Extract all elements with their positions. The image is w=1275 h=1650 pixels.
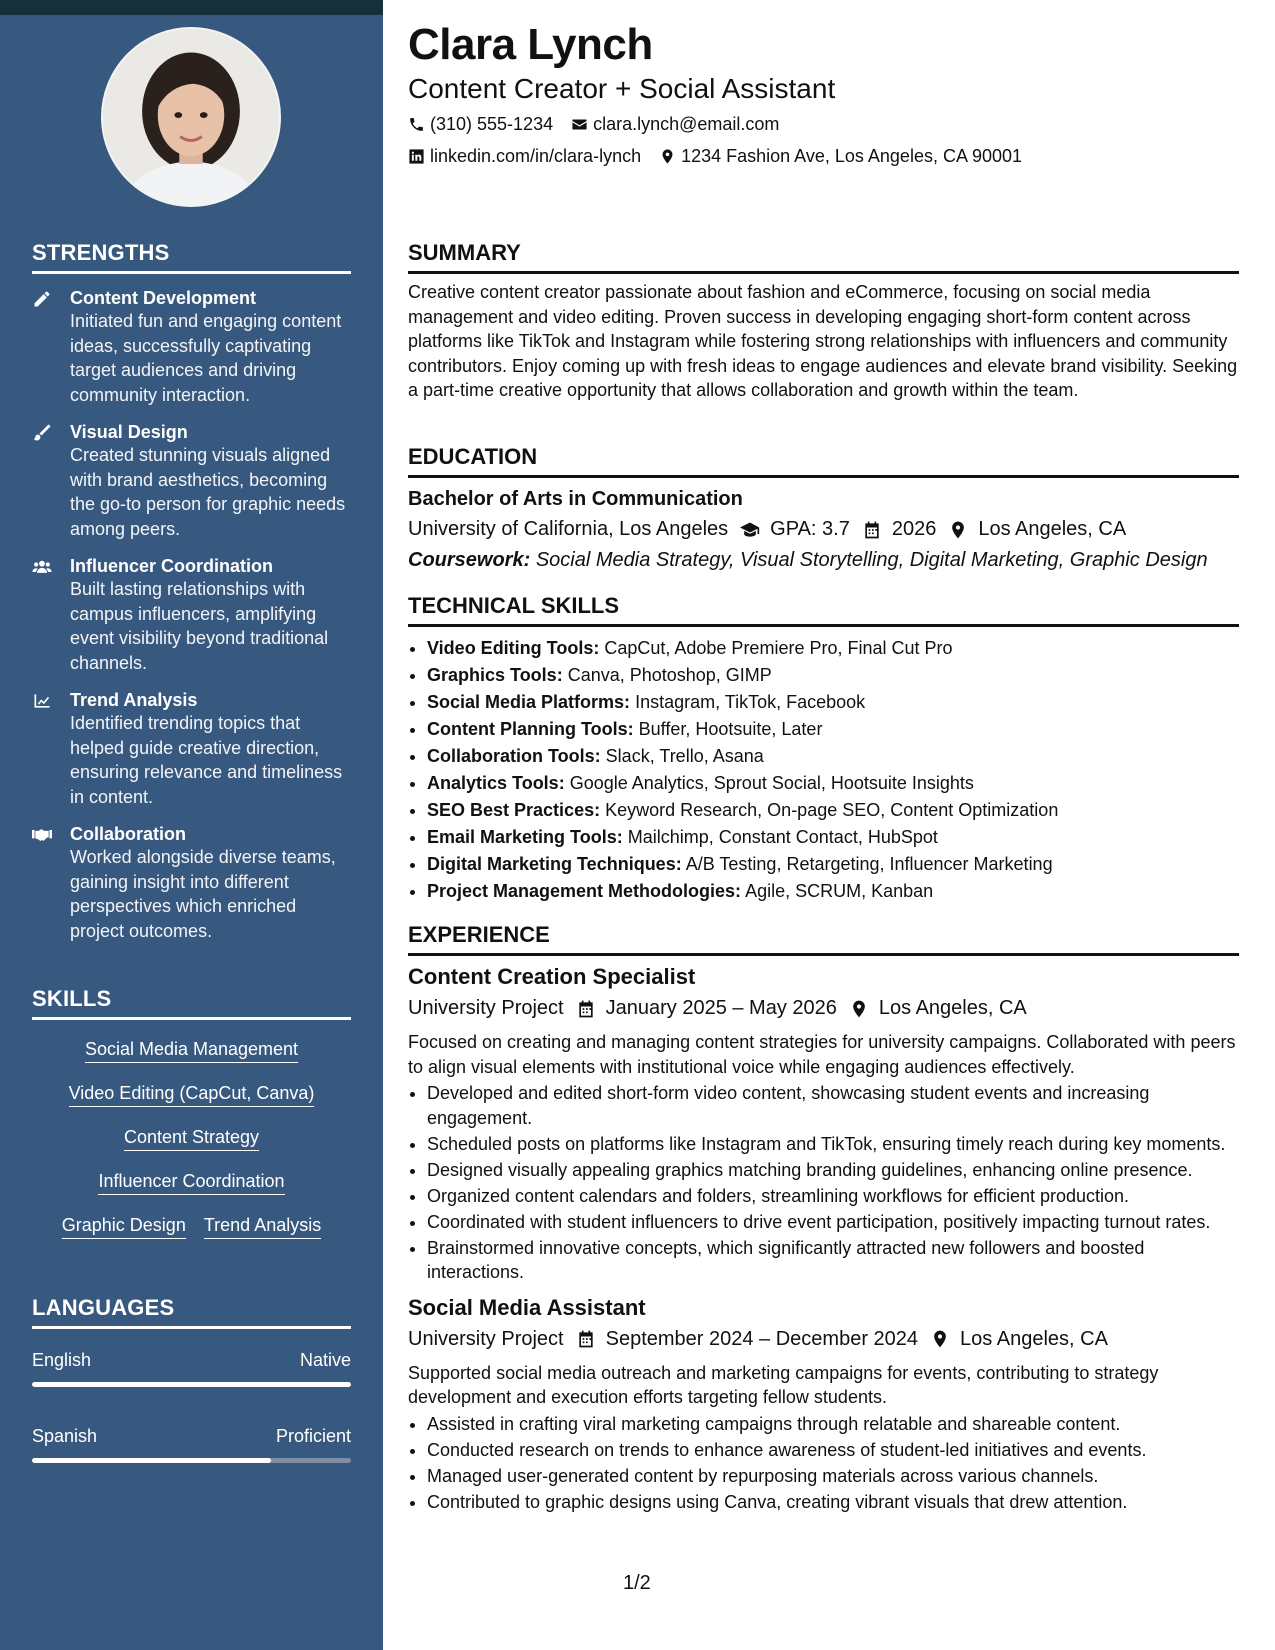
map-pin-icon	[948, 520, 968, 540]
list-item: • Brainstormed innovative concepts, which significantly attracted new followers and boosted interactions.	[427, 1236, 1239, 1285]
list-item: • Developed and edited short-form video content, showcasing student events and increasing engagement.	[427, 1081, 1239, 1130]
skill-tag: Social Media Management	[85, 1037, 298, 1063]
list-item: • Managed user-generated content by repurposing materials across various channels.	[427, 1464, 1239, 1489]
strength-desc: Created stunning visuals aligned with brand aesthetics, becoming the go-to person for graphic needs among peers.	[70, 445, 346, 539]
strengths-section	[32, 240, 351, 943]
portrait-photo	[103, 29, 279, 205]
strength-desc: Initiated fun and engaging content ideas, successfully captivating target audiences and driving community interaction.	[70, 311, 342, 405]
list-item: • Collaboration Tools: Slack, Trello, Asana	[427, 743, 1239, 770]
technical-skills-list	[408, 635, 1239, 905]
job-dates: January 2025 – May 2026	[605, 997, 837, 1019]
education-heading: EDUCATION	[408, 444, 1239, 478]
coursework-text: Social Media Strategy, Visual Storytelling, Digital Marketing, Graphic Design	[535, 549, 1208, 571]
linkedin-icon	[408, 148, 425, 165]
language-name: Spanish	[32, 1426, 98, 1446]
list-item: • Project Management Methodologies: Agile, SCRUM, Kanban	[427, 878, 1239, 905]
languages-heading: LANGUAGES	[32, 1295, 351, 1329]
strength-item	[32, 823, 351, 943]
coursework-line	[408, 549, 1239, 572]
list-item: • Content Planning Tools: Buffer, Hootsuite, Later	[427, 716, 1239, 743]
contact-row	[408, 114, 797, 135]
sidebar-top-bar	[0, 0, 383, 15]
job-summary: Supported social media outreach and marketing campaigns for events, contributing to strategy development and execution efforts targeting fellow students.	[408, 1362, 1159, 1407]
skill-tag: Video Editing (CapCut, Canva)	[69, 1081, 315, 1107]
summary-section	[408, 240, 1239, 403]
list-item: • Assisted in crafting viral marketing campaigns through relatable and shareable content.	[427, 1412, 1239, 1437]
strength-title: Visual Design	[70, 422, 188, 442]
skill-tag: Content Strategy	[124, 1125, 259, 1151]
skills-heading: SKILLS	[32, 986, 351, 1020]
language-level: Proficient	[275, 1426, 351, 1446]
language-bar-fill	[32, 1382, 351, 1387]
chart-line-icon	[32, 689, 70, 809]
list-item: • SEO Best Practices: Keyword Research, On-page SEO, Content Optimization	[427, 797, 1239, 824]
language-item	[32, 1349, 351, 1387]
skill-tag: Trend Analysis	[204, 1213, 321, 1239]
list-item: • Analytics Tools: Google Analytics, Sprout Social, Hootsuite Insights	[427, 770, 1239, 797]
list-item: • Digital Marketing Techniques: A/B Testing, Retargeting, Influencer Marketing	[427, 851, 1239, 878]
education-location: Los Angeles, CA	[978, 518, 1127, 540]
handshake-icon	[32, 823, 70, 943]
map-pin-icon	[930, 1329, 950, 1349]
language-bar-fill	[32, 1458, 271, 1463]
map-pin-icon	[849, 999, 869, 1019]
coursework-label: Coursework:	[408, 549, 531, 571]
experience-heading: EXPERIENCE	[408, 922, 1239, 956]
strength-desc: Worked alongside diverse teams, gaining insight into different perspectives which enriched project outcomes.	[70, 847, 336, 941]
job-location: Los Angeles, CA	[960, 1327, 1108, 1350]
job-meta	[408, 997, 1239, 1020]
list-item: • Contributed to graphic designs using Canva, creating vibrant visuals that drew attention.	[427, 1490, 1239, 1515]
job-org: University Project	[408, 997, 564, 1019]
strength-title: Influencer Coordination	[70, 556, 274, 576]
sidebar	[0, 0, 383, 1650]
strength-item	[32, 421, 351, 541]
job-summary: Focused on creating and managing content strategies for university campaigns. Collaborated with peers to align visual elements with institutional voice while engaging audiences effectively.	[408, 1032, 1236, 1077]
technical-skills-heading: TECHNICAL SKILLS	[408, 593, 1239, 627]
candidate-name: Clara Lynch	[408, 20, 653, 69]
calendar-icon	[576, 999, 596, 1019]
candidate-role: Content Creator + Social Assistant	[408, 73, 836, 104]
gpa-text: GPA: 3.7	[770, 518, 850, 540]
list-item: • Graphics Tools: Canva, Photoshop, GIMP	[427, 662, 1239, 689]
list-item: • Coordinated with student influencers to drive event participation, positively impacting turnout rates.	[427, 1210, 1239, 1235]
graduation-year: 2026	[891, 518, 937, 540]
list-item: • Social Media Platforms: Instagram, TikTok, Facebook	[427, 689, 1239, 716]
list-item: • Organized content calendars and folders, streamlining workflows for efficient production.	[427, 1184, 1239, 1209]
strength-item	[32, 555, 351, 675]
strength-title: Trend Analysis	[70, 690, 198, 710]
job-bullets	[408, 1412, 1239, 1515]
calendar-icon	[862, 520, 882, 540]
language-item	[32, 1425, 351, 1463]
graduation-cap-icon	[740, 520, 760, 540]
address-text: 1234 Fashion Ave, Los Angeles, CA 90001	[681, 146, 1023, 166]
list-item: • Email Marketing Tools: Mailchimp, Constant Contact, HubSpot	[427, 824, 1239, 851]
summary-heading: SUMMARY	[408, 240, 1239, 274]
job-location: Los Angeles, CA	[878, 997, 1027, 1019]
linkedin-link[interactable]: linkedin.com/in/clara-lynch	[430, 146, 642, 166]
strength-title: Content Development	[70, 288, 257, 308]
experience-section	[408, 922, 1239, 1516]
strength-desc: Built lasting relationships with campus influencers, amplifying event visibility beyond traditional channels.	[70, 579, 329, 673]
list-item: • Scheduled posts on platforms like Instagram and TikTok, ensuring timely reach during key moments.	[427, 1132, 1239, 1157]
summary-text: Creative content creator passionate about fashion and eCommerce, focusing on social media management and video editing. Proven success in developing engaging short-form content across platforms like TikTok and Instagram while fostering strong relationships with influencers and community contributors. Enjoy coming up with fresh ideas to engage audiences and elevate brand visibility. Seeking a part-time creative opportunity that allows collaboration and growth within the team.	[408, 282, 1238, 400]
phone-icon	[408, 116, 425, 133]
job-dates: September 2024 – December 2024	[605, 1327, 919, 1350]
calendar-icon	[576, 1329, 596, 1349]
email-link[interactable]: clara.lynch@email.com	[593, 114, 780, 134]
pencil-icon	[32, 287, 70, 407]
envelope-icon	[571, 116, 588, 133]
list-item: • Designed visually appealing graphics matching branding guidelines, enhancing online presence.	[427, 1158, 1239, 1183]
strength-item	[32, 689, 351, 809]
strength-item	[32, 287, 351, 407]
avatar	[101, 27, 281, 207]
users-icon	[32, 555, 70, 675]
skills-section	[32, 986, 351, 1257]
contact-row	[408, 146, 1040, 167]
degree-title: Bachelor of Arts in Communication	[408, 488, 743, 510]
job-title: Content Creation Specialist	[408, 964, 696, 989]
map-pin-icon	[659, 148, 676, 165]
technical-skills-section	[408, 593, 1239, 905]
job-title: Social Media Assistant	[408, 1294, 646, 1320]
list-item: • Conducted research on trends to enhance awareness of student-led initiatives and events.	[427, 1438, 1239, 1463]
skill-tag: Influencer Coordination	[98, 1169, 284, 1195]
education-meta	[408, 518, 1239, 541]
phone-text[interactable]: (310) 555-1234	[430, 114, 554, 134]
language-bar	[32, 1382, 351, 1387]
strengths-heading: STRENGTHS	[32, 240, 351, 274]
school-name: University of California, Los Angeles	[408, 518, 729, 540]
list-item: • Video Editing Tools: CapCut, Adobe Premiere Pro, Final Cut Pro	[427, 635, 1239, 662]
page-number: 1/2	[623, 1572, 651, 1594]
strength-desc: Identified trending topics that helped guide creative direction, ensuring relevance and timeliness in content.	[70, 713, 343, 807]
job-org: University Project	[408, 1327, 564, 1350]
language-level: Native	[299, 1350, 351, 1370]
language-name: English	[32, 1350, 92, 1370]
strength-title: Collaboration	[70, 824, 186, 844]
education-section	[408, 444, 1239, 572]
skill-tag: Graphic Design	[62, 1213, 186, 1239]
languages-section	[32, 1295, 351, 1501]
language-bar	[32, 1458, 351, 1463]
paintbrush-icon	[32, 421, 70, 541]
job-meta	[408, 1328, 1239, 1351]
skills-list	[32, 1037, 351, 1239]
job-bullets	[408, 1081, 1239, 1285]
